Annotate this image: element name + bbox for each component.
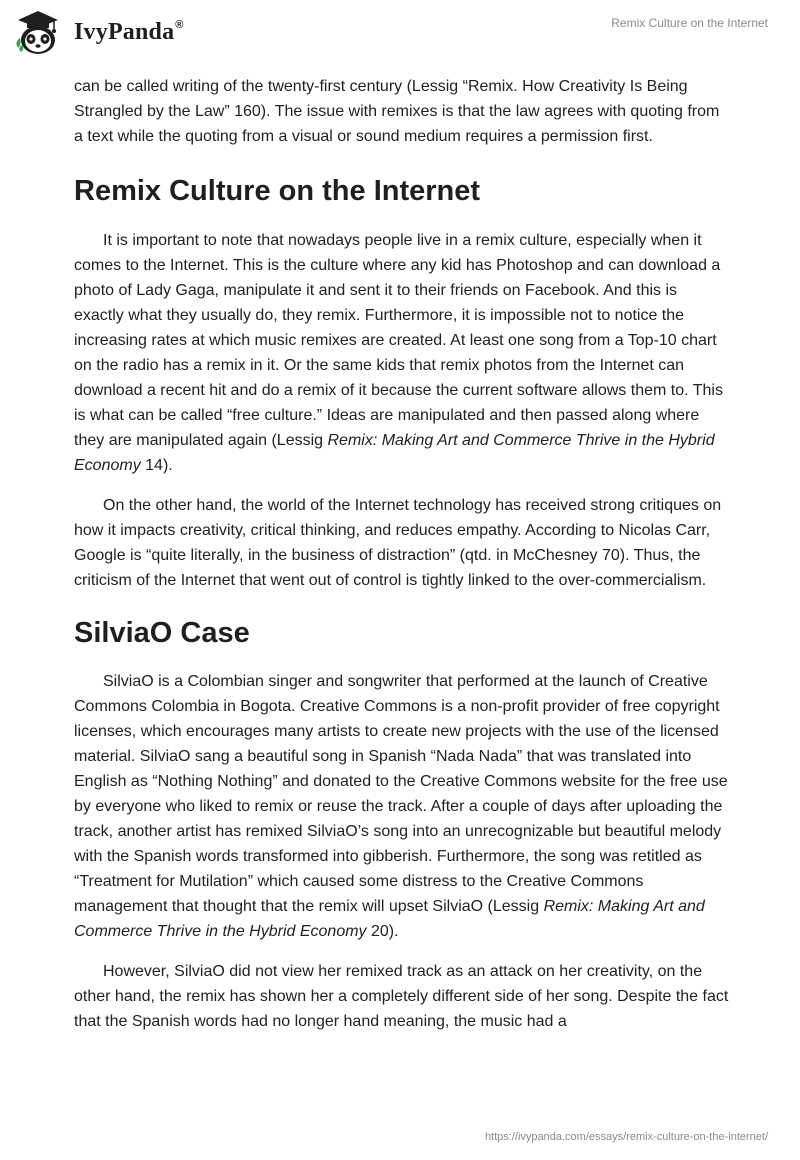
page-header: [0, 0, 800, 70]
ivypanda-logo[interactable]: [14, 7, 194, 57]
document-title: Remix Culture on the Internet: [611, 16, 768, 30]
silviao-paragraph-1: SilviaO is a Colombian singer and songwriter that performed at the launch of Creative Commons Colombia in Bogota. Creative Commons is a non-profit provider of free copyright licenses, which encourages many artists to create new projects with the use of the licensed material. SilviaO sang a beautiful song in Spanish “Nada Nada” that was translated into English as “Nothing Nothing” and donated to the Creative Commons website for the free use by everyone who liked to remix or reuse the track. After a couple of days after uploading the track, another artist has remixed SilviaO’s song into an unrecognizable but beautiful melody with the Spanish words transformed into gibberish. Furthermore, the song was retitled as “Treatment for Mutilation” which caused some distress to the Creative Commons management that thought that the remix will upset SilviaO (Lessig Remix: Making Art and Commerce Thrive in the Hybrid Economy 20).: [74, 673, 728, 940]
citation-title: Remix: Making Art and Commerce Thrive in the Hybrid Economy: [74, 898, 705, 940]
registered-mark: ®: [175, 18, 184, 31]
citation-title: Remix: Making Art and Commerce Thrive in the Hybrid Economy: [74, 432, 715, 474]
remix-culture-paragraph-2: On the other hand, the world of the Internet technology has received strong critiques on how it impacts creativity, critical thinking, and reduces empathy. According to Nicolas Carr, Google is “quite literally, in the business of distraction” (qtd. in McChesney 70). Thus, the criticism of the Internet that went out of control is tightly linked to the over-commercialism.: [74, 497, 722, 589]
section-heading-remix-culture: Remix Culture on the Internet: [74, 175, 481, 207]
remix-culture-paragraph-1: It is important to note that nowadays people live in a remix culture, especially when it comes to the Internet. This is the culture where any kid has Photoshop and can download a photo of Lady Gaga, manipulate it and sent it to their friends on Facebook. And this is exactly what they usually do, they remix. Furthermore, it is impossible not to notice the increasing rates at which music remixes are created. At least one song from a Top-10 chart on the radio has a remix in it. Or the same kids that remix photos from the Internet can download a recent hit and do a remix of it because the current software allows them to. This is what can be called “free culture.” Ideas are manipulated and then passed along where they are manipulated again (Lessig Remix: Making Art and Commerce Thrive in the Hybrid Economy 14).: [74, 232, 723, 474]
panda-graduate-icon: [14, 8, 64, 56]
section-heading-silviao: SilviaO Case: [74, 617, 250, 649]
brand-name: IvyPanda®: [74, 18, 184, 45]
intro-paragraph: can be called writing of the twenty-first century (Lessig “Remix. How Creativity Is Being Strangled by the Law” 160). The issue with remixes is that the law agrees with quoting from a text while the quoting from a visual or sound medium requires a permission first.: [74, 78, 720, 145]
footer-url-link[interactable]: https://ivypanda.com/essays/remix-culture-on-the-internet/: [484, 1131, 768, 1143]
essay-content: [74, 70, 730, 1034]
silviao-paragraph-2: However, SilviaO did not view her remixed track as an attack on her creativity, on the other hand, the remix has shown her a completely different side of her song. Despite the fact that the Spanish words had no longer hand meaning, the music had a: [74, 963, 729, 1030]
